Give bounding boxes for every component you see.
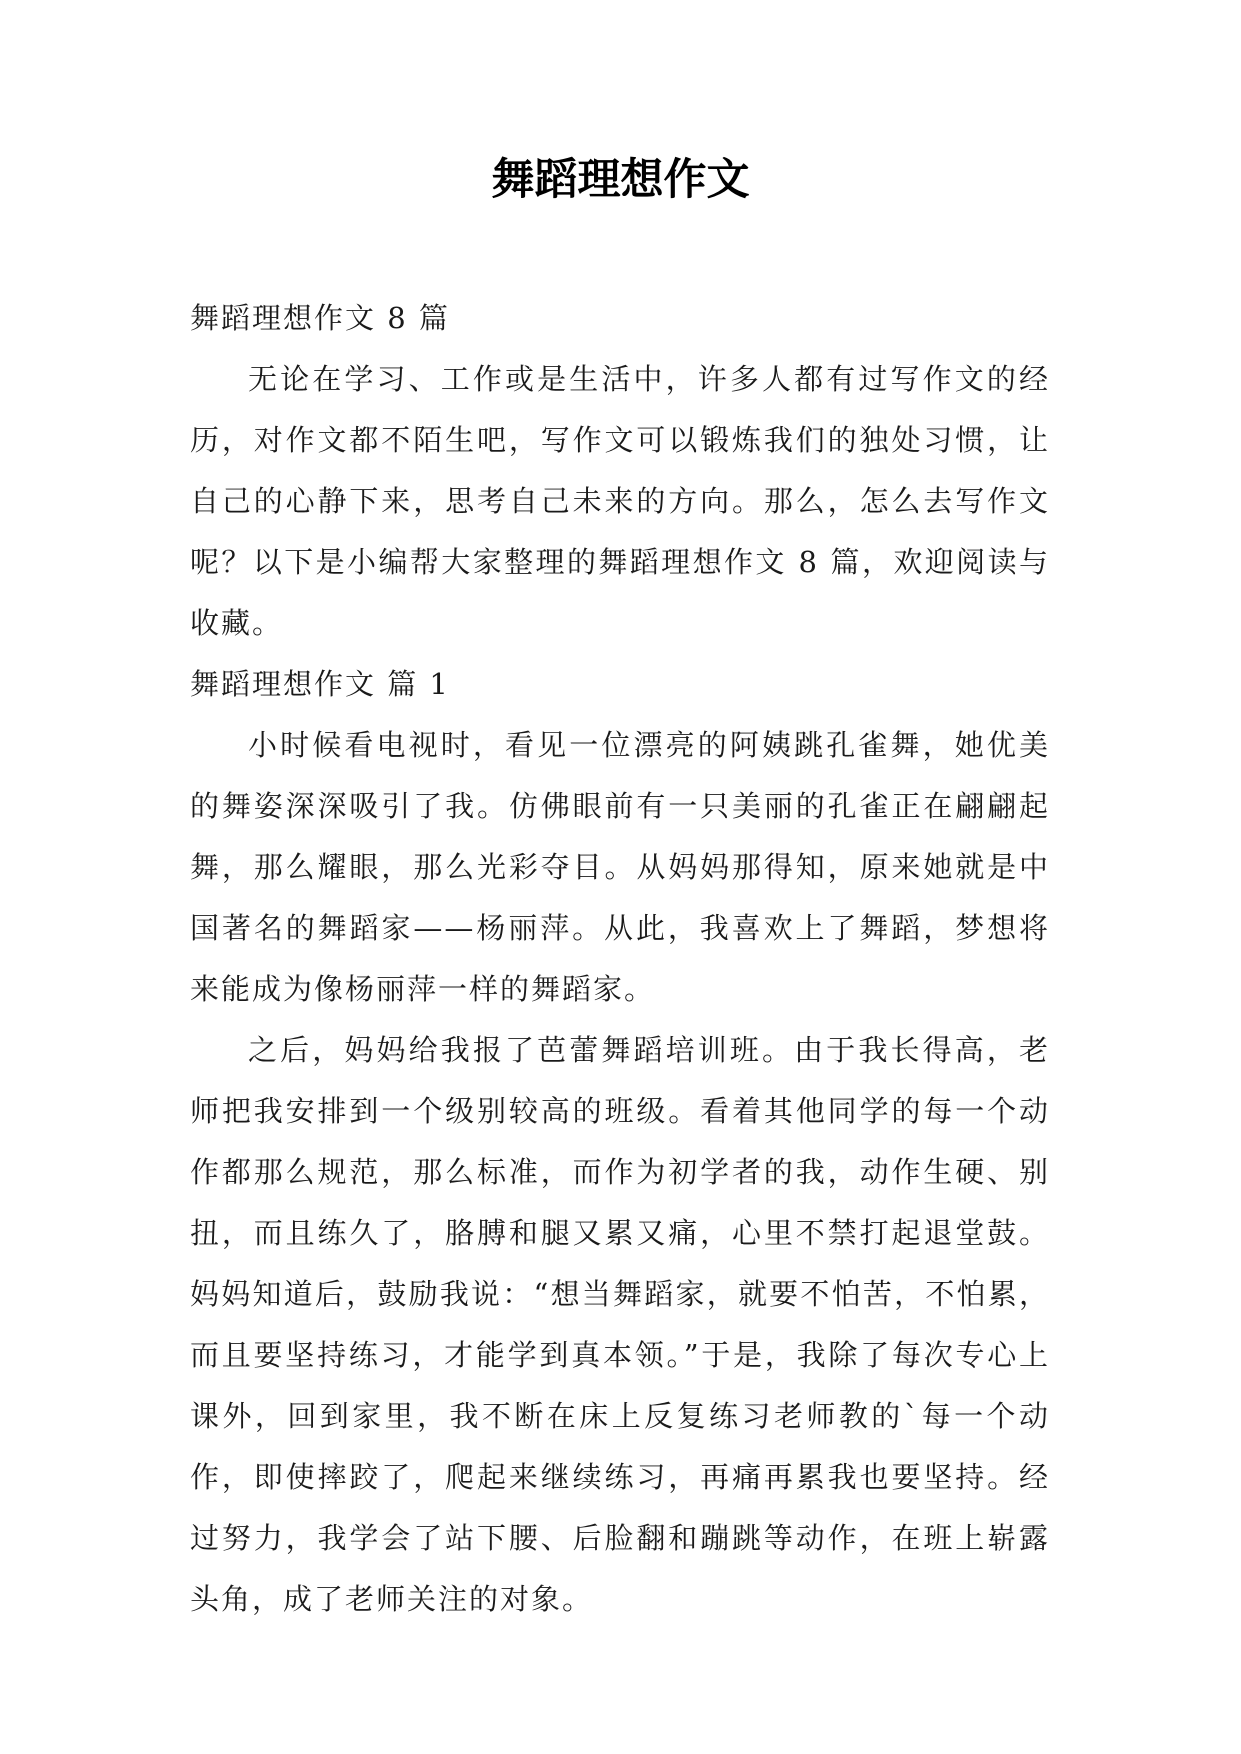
body-paragraph: 之后，妈妈给我报了芭蕾舞蹈培训班。由于我长得高，老师把我安排到一个级别较高的班级。看着其他同学的每一个动作都那么规范，那么标准，而作为初学者的我，动作生硬、别扭，而且练久了，胳膊和腿又累又痛，心里不禁打起退堂鼓。妈妈知道后，鼓励我说：“想当舞蹈家，就要不怕苦，不怕累，而且要坚持练习，才能学到真本领。”于是，我除了每次专心上课外，回到家里，我不断在床上反复练习老师教的`每一个动作，即使摔跤了，爬起来继续练习，再痛再累我也要坚持。经过努力，我学会了站下腰、后脸翻和蹦跳等动作，在班上崭露头角，成了老师关注的对象。 (190, 1033, 1050, 1616)
document-title: 舞蹈理想作文 (491, 155, 750, 205)
body-paragraph: 小时候看电视时，看见一位漂亮的阿姨跳孔雀舞，她优美的舞姿深深吸引了我。仿佛眼前有一只美丽的孔雀正在翩翩起舞，那么耀眼，那么光彩夺目。从妈妈那得知，原来她就是中国著名的舞蹈家——杨丽萍。从此，我喜欢上了舞蹈，梦想将来能成为像杨丽萍一样的舞蹈家。 (190, 728, 1050, 1006)
intro-paragraph: 无论在学习、工作或是生活中，许多人都有过写作文的经历，对作文都不陌生吧，写作文可以锻炼我们的独处习惯，让自己的心静下来，思考自己未来的方向。那么，怎么去写作文呢？以下是小编帮大家整理的舞蹈理想作文 8 篇，欢迎阅读与收藏。 (190, 362, 1050, 640)
document-subtitle: 舞蹈理想作文 8 篇 (190, 301, 450, 335)
section-heading: 舞蹈理想作文 篇 1 (190, 667, 450, 701)
document-body (190, 288, 1050, 1630)
